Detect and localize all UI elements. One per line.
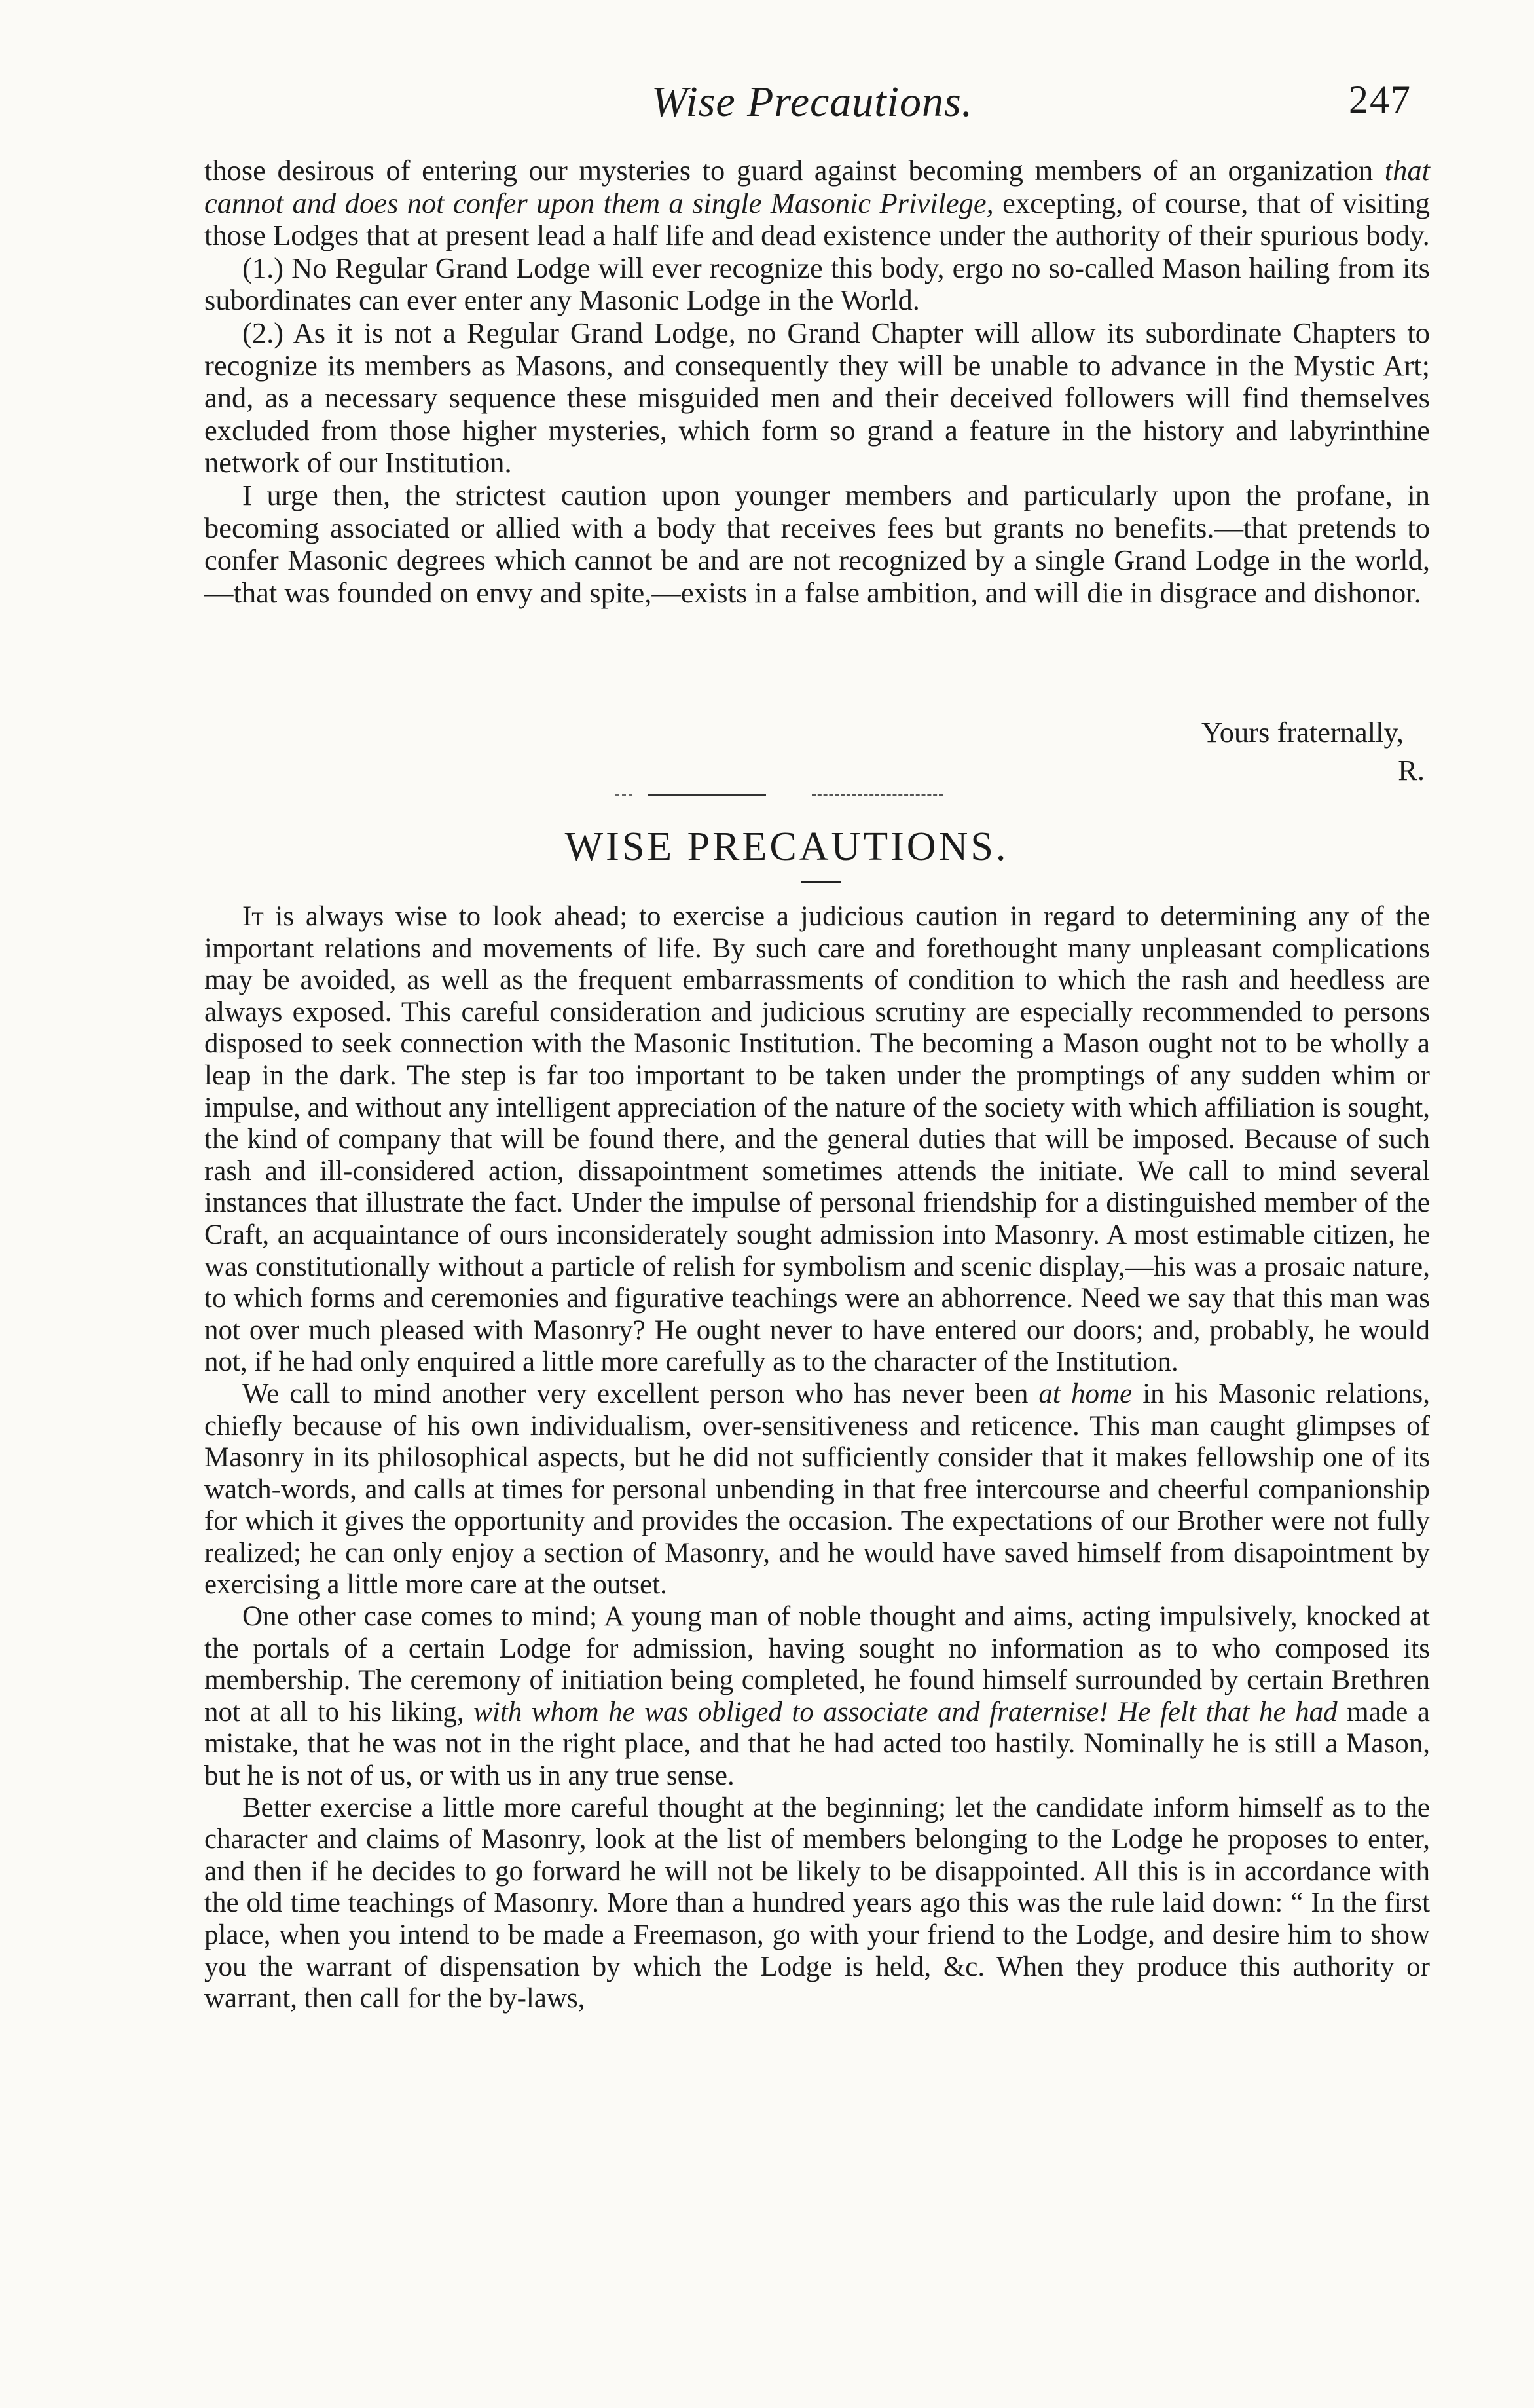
letter-continuation	[204, 155, 1430, 609]
drop-lead-word: It	[242, 901, 264, 932]
valediction: Yours fraternally,	[1201, 716, 1404, 749]
article-paragraph: One other case comes to mind; A young man of noble thought and aims, acting impulsively, knocked at the portals of a certain Lodge for admission, having sought no information as to who composed its membership. The ceremony of initiation being completed, he found himself surrounded by certain Brethren not at all to his liking, with whom he was obliged to associate and fraternise! He felt that he had made a mistake, that he was not in the right place, and that he had acted too hastily. Nominally he is still a Mason, but he is not of us, or with us in any true sense.	[204, 1601, 1430, 1792]
page-number: 247	[1349, 78, 1412, 121]
letter-paragraph: (1.) No Regular Grand Lodge will ever recognize this body, ergo no so-called Mason hailing from its subordinates can ever enter any Masonic Lodge in the World.	[204, 251, 1430, 317]
article-paragraph: We call to mind another very excellent person who has never been at home in his Masonic relations, chiefly because of his own individualism, over-sensitiveness and reticence. This man caught glimpses of Masonry in its philosophical aspects, but he did not sufficiently consider that it makes fellowship one of its watch-words, and calls at times for personal unbending in that free intercourse and cheerful companionship for which it gives the opportunity and provides the occasion. The expectations of our Brother were not fully realized; he can only enjoy a section of Masonry, and he would have saved himself from disapointment by exercising a little more care at the outset.	[204, 1378, 1430, 1601]
emphasis-text: that cannot and does not confer upon them a single Masonic Privilege,	[204, 154, 1430, 219]
letter-paragraph: I urge then, the strictest caution upon younger members and particularly upon the profane, in becoming associated or allied with a body that receives fees but grants no benefits.—that pretends to confer Masonic degrees which cannot be and are not recognized by a single Grand Lodge in the world,—that was founded on envy and spite,—exists in a false ambition, and will die in disgrace and dishonor.	[204, 478, 1430, 609]
letter-paragraph: those desirous of entering our mysteries to guard against becoming members of an organization that cannot and does not confer upon them a single Masonic Privilege, excepting, of course, that of visiting those Lodges that at present lead a half life and dead existence under the authority of their spurious body.	[204, 154, 1431, 252]
section-separator	[812, 794, 943, 796]
signature-initial: R.	[1398, 754, 1425, 787]
running-title: Wise Precautions.	[651, 78, 974, 126]
section-separator	[615, 794, 632, 796]
section-separator	[648, 794, 766, 796]
emphasis-text: with whom he was obliged to associate and fraternise! He felt that he had	[473, 1696, 1338, 1728]
article-title: WISE PRECAUTIONS.	[564, 824, 1009, 869]
title-rule	[801, 881, 841, 883]
letter-paragraph: (2.) As it is not a Regular Grand Lodge, no Grand Chapter will allow its subordinate Chapters to recognize its members as Masons, and consequently they will be unable to advance in the Mystic Art; and, as a necessary sequence these misguided men and their deceived followers will find themselves excluded from those higher mysteries, which form so grand a feature in the history and labyrinthine network of our Institution.	[204, 316, 1430, 479]
article-paragraph: Better exercise a little more careful thought at the beginning; let the candidate inform himself as to the character and claims of Masonry, look at the list of members belonging to the Lodge he proposes to enter, and then if he decides to go forward he will not be likely to be disappointed. All this is in accordance with the old time teachings of Masonry. More than a hundred years ago this was the rule laid down: “ In the first place, when you intend to be made a Freemason, go with your friend to the Lodge, and desire him to show you the warrant of dispensation by which the Lodge is held, &c. When they produce this authority or warrant, then call for the by-laws,	[204, 1792, 1430, 2014]
article-paragraph: It is always wise to look ahead; to exercise a judicious caution in regard to determining any of the important relations and movements of life. By such care and forethought many unpleasant complications may be avoided, as well as the frequent embarrassments of condition to which the rash and heedless are always exposed. This careful consideration and judicious scrutiny are especially recommended to persons disposed to seek connection with the Masonic Institution. The becoming a Mason ought not to be wholly a leap in the dark. The step is far too important to be taken under the promptings of any sudden whim or impulse, and without any intelligent appreciation of the nature of the society with which affiliation is sought, the kind of company that will be found there, and the general duties that will be imposed. Because of such rash and ill-considered action, dissapointment sometimes attends the initiate. We call to mind several instances that illustrate the fact. Under the impulse of personal friendship for a distinguished member of the Craft, an acquaintance of ours inconsiderately sought admission into Masonry. A most estimable citizen, he was constitutionally without a particle of relish for symbolism and scenic display,—his was a prosaic nature, to which forms and ceremonies and figurative teachings were an abhorrence. Need we say that this man was not over much pleased with Masonry? He ought never to have entered our doors; and, probably, he would not, if he had only enquired a little more carefully as to the character of the Institution.	[204, 901, 1430, 1378]
page-header	[0, 77, 1534, 136]
emphasis-text: at home	[1038, 1378, 1133, 1409]
article-body	[204, 901, 1430, 2015]
